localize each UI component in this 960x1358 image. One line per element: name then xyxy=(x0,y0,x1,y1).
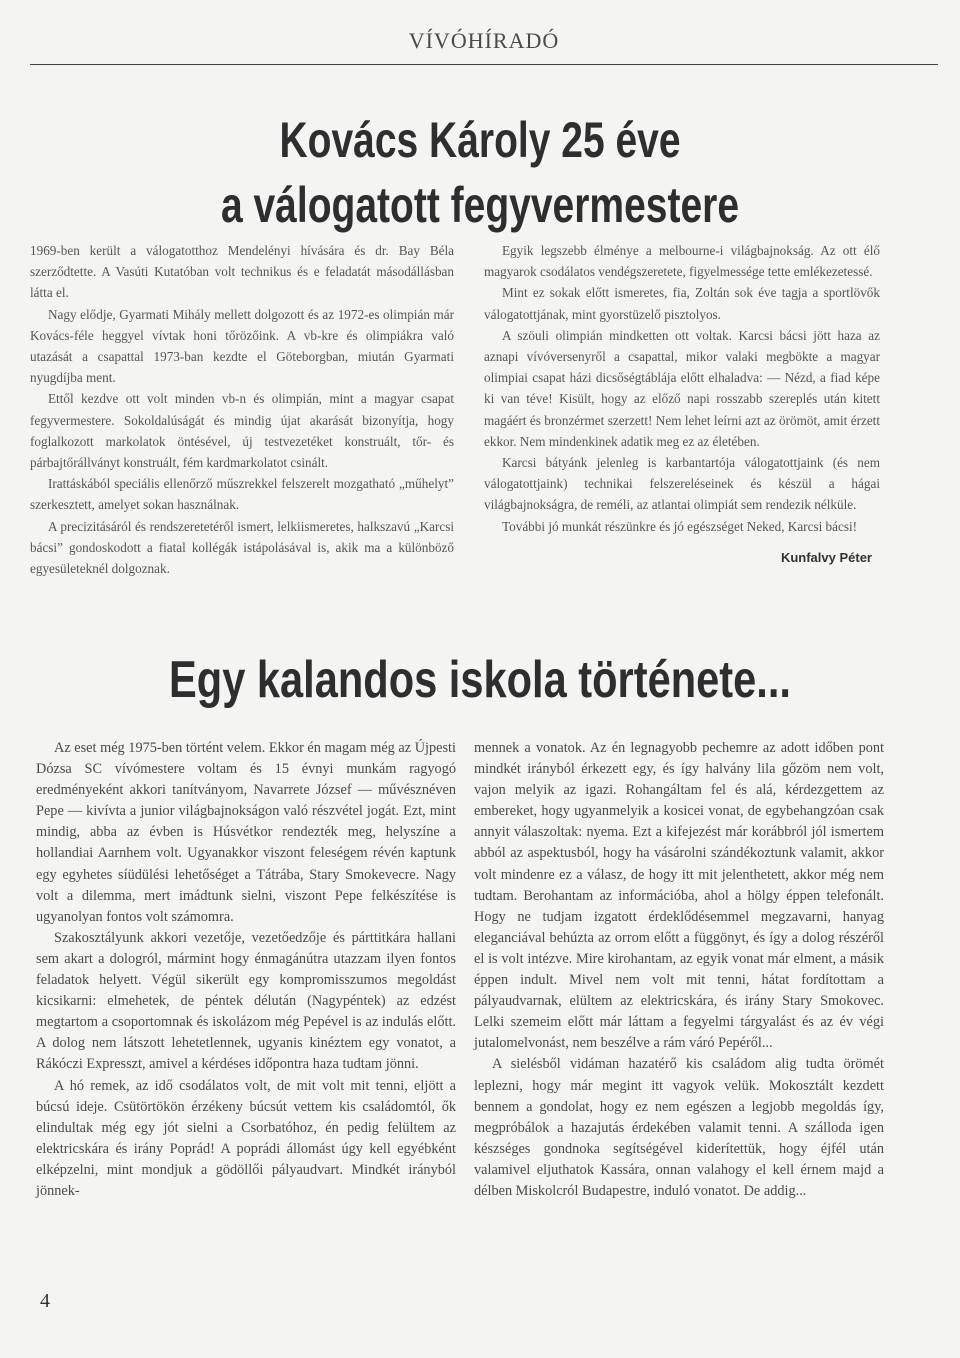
article2-left-column xyxy=(36,738,456,1202)
paragraph: 1969-ben került a válogatotthoz Mendelényi hívására és dr. Bay Béla szerződtette. A Vasúti Kutatóban volt technikus és e feladatát másodállásban látta el. xyxy=(30,243,454,301)
paragraph: A hó remek, az idő csodálatos volt, de mit volt mit tenni, eljött a búcsú ideje. Csütörtökön érzékeny búcsút vettem kis családomtól, ők elindultak még egy jót sielni a Csorbatóhoz, én pedig felültem az elektricskára és irány Poprád! A poprádi állomást úgy kell egyébként elképzelni, mint mondjuk a gödöllői pályaudvart. Mindkét irányból jönnek- xyxy=(36,1077,456,1199)
paragraph: További jó munkát részünkre és jó egészséget Neked, Karcsi bácsi! xyxy=(502,518,858,534)
article1-title-line1: Kovács Károly 25 éve xyxy=(279,112,681,168)
magazine-title: VÍVÓHÍRADÓ xyxy=(408,28,560,53)
paragraph: Karcsi bátyánk jelenleg is karbantartója válogatottjaink (és nem válogatottjaink) technikai felszereléseinek és készül a hágai világbajnokságra, de reméli, az atlantai olimpiát sem rendezik nélküle. xyxy=(484,455,880,513)
article1-title-line2: a válogatott fegyvermestere xyxy=(220,177,740,233)
paragraph: Irattáskából speciális ellenőrző műszrekkel felszerelt mozgatható „műhelyt” szerkesztett, amelyet sokan használnak. xyxy=(30,476,454,513)
paragraph: Ettől kezdve ott volt minden vb-n és olimpián, mint a magyar csapat fegyvermestere. Sokoldalúságát és mindig újat akarását bizonyítja, hogy foglalkozott markolatok öntésével, új testvezetéket konstruált, tőr- és párbajtőrállványt konstruált, fém kardmarkolatot csinált. xyxy=(30,391,454,471)
paragraph: A szöuli olimpián mindketten ott voltak. Karcsi bácsi jött haza az aznapi vívóversenyről a csapattal, mikor valaki megbökte a magyar olimpiai csapat házi dicsőségtáblája előtt elhaladva: — Nézd, a fiad képe ki van téve! Kisült, hogy az előző napi rosszabb szereplés után kitett magáért és bronzérmet szerzett! Nem lehet leírni azt az örömöt, amit érzett ekkor. Nem mindenkinek adatik meg ez az életében. xyxy=(484,327,880,449)
article1-left-column xyxy=(30,240,454,579)
paragraph: A sielésből vidáman hazatérő kis családom alig tudta örömét leplezni, hogy már megint itt vagyok velük. Mokosztált kezdett bennem a gondolat, hogy ez nem egészen a legjobb megoldás így, megpróbálok a hazajutás érdekében valamit tenni. A szálloda igen készséges gondnoka segítségével kiderítettük, hogy éjfél után valamivel eljuthatok Kassára, onnan valahogy el kell érnem majd a délben Miskolcról Budapestre, induló vonatot. De addig... xyxy=(474,1056,884,1199)
paragraph: Nagy elődje, Gyarmati Mihály mellett dolgozott és az 1972-es olimpián már Kovács-féle heggyel vívtak honi tőrözőink. A vb-kre és olimpiákra való utazását a csapattal 1973-ban kezdte el Göteborgban, miután Gyarmati nyugdíjba ment. xyxy=(30,306,454,386)
article1-right-column xyxy=(484,240,880,568)
paragraph: Mint ez sokak előtt ismeretes, fia, Zoltán sok éve tagja a sportlövők válogatottjának, mint gyorstüzelő pisztolyos. xyxy=(484,285,880,322)
paragraph: Szakosztályunk akkori vezetője, vezetőedzője és párttitkára hallani sem akart a dologról, mármint hogy énmagánútra utazzam ilyen fontos feladatok helyett. Végül sikerült egy kompromisszumos megoldást kicsikarni: elmehetek, de péntek délután (Nagypéntek) az edzést megtartom a csoportomnak és iskolázom még Pepével is az indulás előtt. A dolog nem látszott lehetetlennek, ugyanis kinéztem egy vonatot, a Rákóczi Expresszt, amivel a kérdéses időpontra haza tudtam jönni. xyxy=(36,929,456,1073)
page-header xyxy=(30,20,938,65)
paragraph: mennek a vonatok. Az én legnagyobb pechemre az adott időben pont mindkét irányból érkezett egy, és így halvány lila gőzöm nem volt, vajon melyik az igazi. Rohangáltam fel és alá, kérdezgettem az embereket, hogy ugyanmelyik a kosicei vonat, de egybehangzóan csak annyit válaszoltak: nyema. Ezt a kifejezést már korábbról jól ismertem abból az aspektusból, hogy ha vásárolni szándékoztunk valamit, akkor volt mindenre ez a válasz, de hogy itt mit jelenthetett, akkor még nem tudtam. Berohantam az információba, ahol a hölgy éppen telefonált. Hogy ne tudjam izgatott érdeklődésemmel megzavarni, hanyag eleganciával behúzta az orrom előtt a függönyt, és így a dolog részéről el is volt intézve. Mire kirohantam, az egyik vonat már elment, a másik éppen indult. Mivel nem volt mit tenni, hátat fordítottam a pályaudvarnak, elültem az elektricskára, és irány Stary Smokovec. Lelki szemeim előtt már láttam a fegyelmi tárgyalást és az év végi jutalomelvonást, nem beszélve a rám váró Pepéről... xyxy=(474,740,884,1052)
page-number: 4 xyxy=(40,1290,50,1312)
paragraph: Az eset még 1975-ben történt velem. Ekkor én magam még az Újpesti Dózsa SC vívómestere voltam és 15 évnyi munkám ragyogó eredményeként akkori tanítványom, Navarrete József — művésznéven Pepe — kivívta a junior világbajnokságon való részvétel jogát. Ezt, mint mindig, abba az évben is Húsvétkor rendezték meg, helyszíne a hollandiai Aarnhem volt. Ugyanakkor viszont feleségem révén kaptunk egy egyhetes síüdülési lehetőséget a Tátrába, Stary Smokevecre. Nagy volt a dilemma, mert imádtunk sielni, viszont Pepe felkészítése is ugyanolyan fontos volt számomra. xyxy=(36,740,456,925)
paragraph: A precizitásáról és rendszeretetéről ismert, lelkiismeretes, halkszavú „Karcsi bácsi” gondoskodott a fiatal kollégák istápolásával is, akik ma a különböző egyesületeknél dolgoznak. xyxy=(30,518,454,577)
article2-right-column xyxy=(474,738,884,1202)
author-signature: Kunfalvy Péter xyxy=(780,549,872,565)
paragraph: Egyik legszebb élménye a melbourne-i világbajnokság. Az ott élő magyarok csodálatos vendégszeretete, figyelmessége tette emlékezetessé. xyxy=(484,243,880,280)
article2-title: Egy kalandos iskola története... xyxy=(169,651,791,709)
